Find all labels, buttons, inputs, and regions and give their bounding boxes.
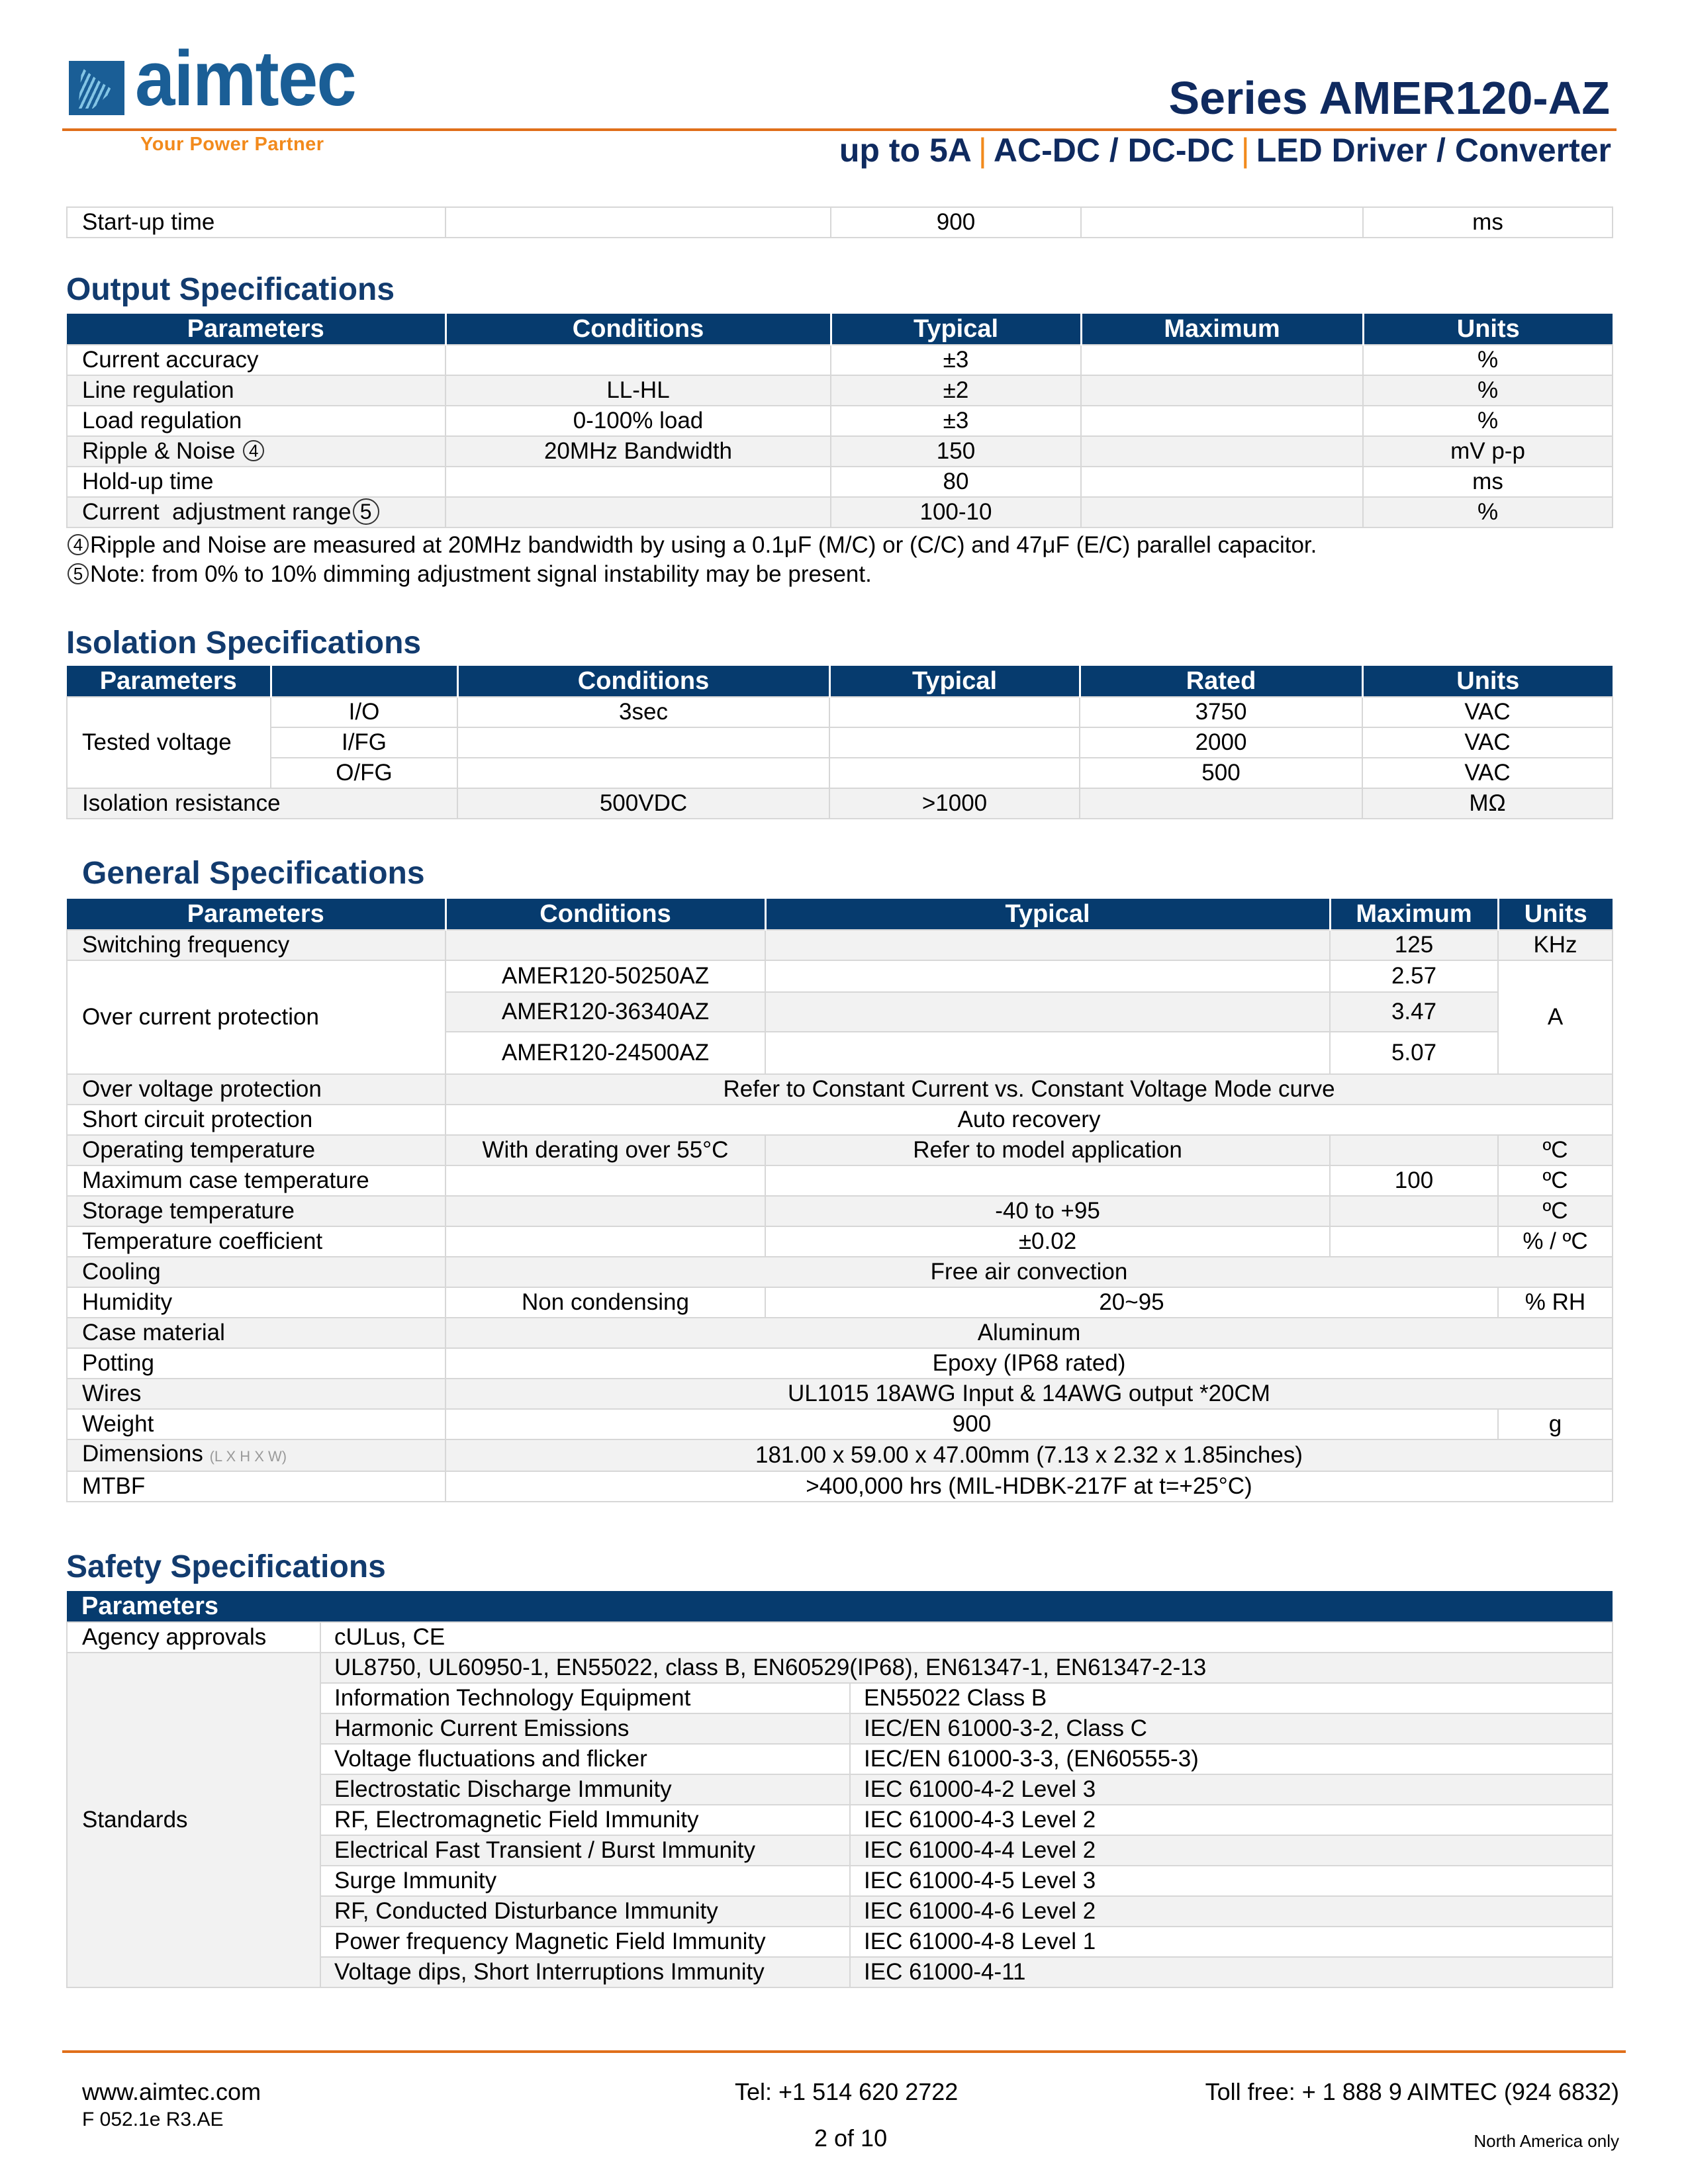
- section-title-output: Output Specifications: [66, 272, 395, 307]
- standard-name-cell: RF, Conducted Disturbance Immunity: [320, 1896, 850, 1927]
- col-header-parameters: Parameters: [67, 314, 445, 345]
- dimension-order-hint: (L X H X W): [209, 1448, 287, 1465]
- param-cell: [67, 436, 445, 467]
- conditions-cell: [445, 497, 831, 527]
- typical-cell: ±3: [831, 345, 1081, 375]
- units-cell: %: [1363, 406, 1613, 436]
- subtitle-separator: |: [978, 132, 987, 169]
- col-header-units: Units: [1362, 666, 1613, 697]
- subtitle-type: AC-DC / DC-DC: [993, 132, 1235, 169]
- conditions-cell: [445, 1165, 765, 1196]
- param-label: Ripple & Noise: [82, 438, 236, 464]
- aimtec-logo-wordmark: aimtec: [135, 35, 355, 122]
- model-cell: AMER120-50250AZ: [445, 960, 765, 992]
- units-cell: %: [1363, 375, 1613, 406]
- col-header-parameters: Parameters: [67, 899, 445, 930]
- units-cell: %: [1363, 345, 1613, 375]
- units-cell: KHz: [1498, 930, 1613, 960]
- aimtec-logo-mark-icon: [69, 61, 124, 115]
- table-row: [67, 1622, 1613, 1653]
- param-cell: Line regulation: [67, 375, 445, 406]
- table-row: [67, 1379, 1613, 1409]
- table-header-row: [67, 1591, 1613, 1622]
- maximum-cell: 2.57: [1330, 960, 1498, 992]
- conditions-cell: [457, 727, 829, 758]
- param-cell: Tested voltage: [67, 697, 271, 788]
- param-cell: Short circuit protection: [67, 1105, 445, 1135]
- param-cell: Load regulation: [67, 406, 445, 436]
- general-spec-table: [66, 899, 1613, 1502]
- typical-cell: [829, 727, 1080, 758]
- param-cell: Cooling: [67, 1257, 445, 1287]
- conditions-cell: [445, 207, 831, 238]
- footer-divider: [62, 2050, 1626, 2053]
- subtitle-current: up to 5A: [839, 132, 972, 169]
- standard-name-cell: Information Technology Equipment: [320, 1683, 850, 1713]
- table-header-row: [67, 666, 1613, 697]
- col-header-maximum: Maximum: [1081, 314, 1363, 345]
- rated-cell: 500: [1080, 758, 1362, 788]
- footnote-5-marker-icon: 5: [353, 498, 379, 525]
- param-cell: Weight: [67, 1409, 445, 1439]
- value-cell: Free air convection: [445, 1257, 1613, 1287]
- col-header-maximum: Maximum: [1330, 899, 1498, 930]
- conditions-cell: [457, 758, 829, 788]
- param-cell: Case material: [67, 1318, 445, 1348]
- typical-cell: [765, 960, 1330, 992]
- standard-name-cell: Surge Immunity: [320, 1866, 850, 1896]
- conditions-cell: With derating over 55°C: [445, 1135, 765, 1165]
- maximum-cell: [1081, 467, 1363, 497]
- units-cell: VAC: [1362, 758, 1613, 788]
- rated-cell: [1080, 788, 1362, 819]
- conditions-cell: 500VDC: [457, 788, 829, 819]
- typical-cell: [765, 930, 1330, 960]
- maximum-cell: [1330, 1196, 1498, 1226]
- table-row: [67, 345, 1613, 375]
- typical-cell: [829, 758, 1080, 788]
- conditions-cell: 3sec: [457, 697, 829, 727]
- typical-cell: ±0.02: [765, 1226, 1330, 1257]
- units-cell: VAC: [1362, 697, 1613, 727]
- units-cell: mV p-p: [1363, 436, 1613, 467]
- table-row: [67, 788, 1613, 819]
- typical-cell: [765, 1165, 1330, 1196]
- units-cell: ºC: [1498, 1196, 1613, 1226]
- typical-cell: [765, 992, 1330, 1032]
- maximum-cell: 5.07: [1330, 1032, 1498, 1074]
- table-row: [67, 727, 1613, 758]
- units-cell: ºC: [1498, 1165, 1613, 1196]
- table-row: [67, 1439, 1613, 1471]
- standard-name-cell: Electrical Fast Transient / Burst Immunity: [320, 1835, 850, 1866]
- typical-cell: ±2: [831, 375, 1081, 406]
- standard-name-cell: Harmonic Current Emissions: [320, 1713, 850, 1744]
- typical-cell: 80: [831, 467, 1081, 497]
- standard-ref-cell: IEC/EN 61000-3-3, (EN60555-3): [850, 1744, 1613, 1774]
- units-cell: ms: [1363, 207, 1613, 238]
- value-cell: cULus, CE: [320, 1622, 1613, 1653]
- units-cell: A: [1498, 960, 1613, 1074]
- standard-ref-cell: IEC 61000-4-6 Level 2: [850, 1896, 1613, 1927]
- maximum-cell: [1081, 497, 1363, 527]
- output-spec-table: [66, 314, 1613, 528]
- typical-cell: [829, 697, 1080, 727]
- maximum-cell: [1081, 375, 1363, 406]
- table-row: [67, 930, 1613, 960]
- table-row: [67, 1318, 1613, 1348]
- param-cell: Wires: [67, 1379, 445, 1409]
- maximum-cell: [1330, 1135, 1498, 1165]
- standard-name-cell: RF, Electromagnetic Field Immunity: [320, 1805, 850, 1835]
- col-header-parameters: Parameters: [67, 1591, 1613, 1622]
- standard-name-cell: Electrostatic Discharge Immunity: [320, 1774, 850, 1805]
- typical-cell: Refer to model application: [765, 1135, 1330, 1165]
- value-cell: Auto recovery: [445, 1105, 1613, 1135]
- footnote-4: [66, 532, 1317, 559]
- param-cell: MTBF: [67, 1471, 445, 1502]
- standard-ref-cell: IEC 61000-4-8 Level 1: [850, 1927, 1613, 1957]
- table-header-row: [67, 899, 1613, 930]
- units-cell: %: [1363, 497, 1613, 527]
- units-cell: VAC: [1362, 727, 1613, 758]
- table-row: [67, 1226, 1613, 1257]
- typical-cell: 100-10: [831, 497, 1081, 527]
- maximum-cell: [1330, 1226, 1498, 1257]
- maximum-cell: 100: [1330, 1165, 1498, 1196]
- param-cell: Potting: [67, 1348, 445, 1379]
- maximum-cell: [1081, 406, 1363, 436]
- standard-ref-cell: EN55022 Class B: [850, 1683, 1613, 1713]
- table-row: [67, 497, 1613, 527]
- table-row: [67, 1409, 1613, 1439]
- footer-region-note: North America only: [1474, 2131, 1619, 2151]
- col-header-conditions: Conditions: [445, 314, 831, 345]
- table-row: [67, 1348, 1613, 1379]
- param-cell: Hold-up time: [67, 467, 445, 497]
- col-header-sub: [271, 666, 457, 697]
- param-cell: Standards: [67, 1653, 320, 1987]
- units-cell: % RH: [1498, 1287, 1613, 1318]
- col-header-rated: Rated: [1080, 666, 1362, 697]
- input-spec-continuation-table: [66, 206, 1613, 238]
- footnote-5: [66, 561, 872, 588]
- footer-website-link[interactable]: www.aimtec.com: [82, 2078, 261, 2105]
- typical-cell: [765, 1032, 1330, 1074]
- param-cell: [67, 1439, 445, 1471]
- table-row: [67, 1165, 1613, 1196]
- standard-ref-cell: IEC 61000-4-5 Level 3: [850, 1866, 1613, 1896]
- conditions-cell: LL-HL: [445, 375, 831, 406]
- typical-cell: >1000: [829, 788, 1080, 819]
- param-cell: Agency approvals: [67, 1622, 320, 1653]
- param-cell: Humidity: [67, 1287, 445, 1318]
- maximum-cell: [1081, 207, 1363, 238]
- table-row: [67, 1287, 1613, 1318]
- sub-cell: I/O: [271, 697, 457, 727]
- section-title-safety: Safety Specifications: [66, 1549, 386, 1584]
- footer-telephone: Tel: +1 514 620 2722: [735, 2078, 959, 2105]
- table-row: [67, 375, 1613, 406]
- brand-tagline: Your Power Partner: [140, 134, 324, 155]
- standard-name-cell: Voltage dips, Short Interruptions Immunity: [320, 1957, 850, 1987]
- table-row: [67, 1105, 1613, 1135]
- rated-cell: 3750: [1080, 697, 1362, 727]
- units-cell: ms: [1363, 467, 1613, 497]
- footnote-4-marker-icon: 4: [68, 534, 89, 555]
- units-cell: % / ºC: [1498, 1226, 1613, 1257]
- typical-cell: -40 to +95: [765, 1196, 1330, 1226]
- table-row: [67, 1135, 1613, 1165]
- value-cell: UL8750, UL60950-1, EN55022, class B, EN60529(IP68), EN61347-1, EN61347-2-13: [320, 1653, 1613, 1683]
- value-cell: Epoxy (IP68 rated): [445, 1348, 1613, 1379]
- sub-cell: O/FG: [271, 758, 457, 788]
- maximum-cell: [1081, 345, 1363, 375]
- value-cell: >400,000 hrs (MIL-HDBK-217F at t=+25°C): [445, 1471, 1613, 1502]
- subtitle-separator: |: [1241, 132, 1250, 169]
- standard-ref-cell: IEC 61000-4-3 Level 2: [850, 1805, 1613, 1835]
- conditions-cell: [445, 1196, 765, 1226]
- table-row: [67, 1196, 1613, 1226]
- standard-ref-cell: IEC 61000-4-2 Level 3: [850, 1774, 1613, 1805]
- col-header-units: Units: [1498, 899, 1613, 930]
- table-row: [67, 1257, 1613, 1287]
- col-header-parameters: Parameters: [67, 666, 271, 697]
- footnote-text: Note: from 0% to 10% dimming adjustment signal instability may be present.: [90, 561, 872, 587]
- table-row: [67, 1653, 1613, 1683]
- param-cell: Operating temperature: [67, 1135, 445, 1165]
- subtitle-function: LED Driver / Converter: [1256, 132, 1611, 169]
- param-cell: Over current protection: [67, 960, 445, 1074]
- param-cell: Current accuracy: [67, 345, 445, 375]
- param-cell: Over voltage protection: [67, 1074, 445, 1105]
- standard-ref-cell: IEC 61000-4-11: [850, 1957, 1613, 1987]
- series-title: Series AMER120-AZ: [1168, 72, 1610, 124]
- isolation-spec-table: [66, 666, 1613, 819]
- param-cell: Storage temperature: [67, 1196, 445, 1226]
- maximum-cell: 125: [1330, 930, 1498, 960]
- typical-cell: 150: [831, 436, 1081, 467]
- sub-cell: I/FG: [271, 727, 457, 758]
- col-header-conditions: Conditions: [445, 899, 765, 930]
- footer-form-code: F 052.1e R3.AE: [82, 2109, 224, 2130]
- standard-name-cell: Voltage fluctuations and flicker: [320, 1744, 850, 1774]
- footnote-5-marker-icon: 5: [68, 563, 89, 584]
- footnote-4-marker-icon: 4: [243, 440, 264, 461]
- product-subtitle: [839, 131, 1611, 169]
- footnote-text: Ripple and Noise are measured at 20MHz bandwidth by using a 0.1μF (M/C) or (C/C) and 47μF (E/C) parallel capacitor.: [90, 532, 1317, 558]
- table-row: [67, 467, 1613, 497]
- table-header-row: [67, 314, 1613, 345]
- standard-ref-cell: IEC 61000-4-4 Level 2: [850, 1835, 1613, 1866]
- conditions-cell: 20MHz Bandwidth: [445, 436, 831, 467]
- param-label: Current adjustment range: [82, 499, 352, 525]
- param-cell: Maximum case temperature: [67, 1165, 445, 1196]
- table-row: [67, 960, 1613, 992]
- table-row: [67, 697, 1613, 727]
- param-cell: Start-up time: [67, 207, 445, 238]
- standard-ref-cell: IEC/EN 61000-3-2, Class C: [850, 1713, 1613, 1744]
- page-number: 2 of 10: [814, 2124, 888, 2152]
- conditions-cell: [445, 1226, 765, 1257]
- param-cell: Isolation resistance: [67, 788, 457, 819]
- units-cell: ºC: [1498, 1135, 1613, 1165]
- conditions-cell: 0-100% load: [445, 406, 831, 436]
- value-cell: 900: [445, 1409, 1498, 1439]
- conditions-cell: [445, 467, 831, 497]
- standard-name-cell: Power frequency Magnetic Field Immunity: [320, 1927, 850, 1957]
- conditions-cell: [445, 930, 765, 960]
- typical-cell: 20~95: [765, 1287, 1498, 1318]
- col-header-typical: Typical: [829, 666, 1080, 697]
- rated-cell: 2000: [1080, 727, 1362, 758]
- table-row: [67, 1471, 1613, 1502]
- safety-spec-table: [66, 1591, 1613, 1988]
- model-cell: AMER120-24500AZ: [445, 1032, 765, 1074]
- table-row: [67, 207, 1613, 238]
- units-cell: MΩ: [1362, 788, 1613, 819]
- value-cell: Aluminum: [445, 1318, 1613, 1348]
- col-header-typical: Typical: [765, 899, 1330, 930]
- conditions-cell: Non condensing: [445, 1287, 765, 1318]
- param-cell: Switching frequency: [67, 930, 445, 960]
- maximum-cell: 3.47: [1330, 992, 1498, 1032]
- section-title-general: General Specifications: [82, 856, 425, 891]
- typical-cell: ±3: [831, 406, 1081, 436]
- table-row: [67, 406, 1613, 436]
- col-header-typical: Typical: [831, 314, 1081, 345]
- table-row: [67, 436, 1613, 467]
- col-header-units: Units: [1363, 314, 1613, 345]
- model-cell: AMER120-36340AZ: [445, 992, 765, 1032]
- param-label: Dimensions: [82, 1441, 203, 1467]
- value-cell: UL1015 18AWG Input & 14AWG output *20CM: [445, 1379, 1613, 1409]
- value-cell: 181.00 x 59.00 x 47.00mm (7.13 x 2.32 x 1.85inches): [445, 1439, 1613, 1471]
- table-row: [67, 1074, 1613, 1105]
- table-row: [67, 758, 1613, 788]
- param-cell: [67, 497, 445, 527]
- col-header-conditions: Conditions: [457, 666, 829, 697]
- section-title-isolation: Isolation Specifications: [66, 625, 422, 660]
- conditions-cell: [445, 345, 831, 375]
- maximum-cell: [1081, 436, 1363, 467]
- value-cell: Refer to Constant Current vs. Constant Voltage Mode curve: [445, 1074, 1613, 1105]
- typical-cell: 900: [831, 207, 1081, 238]
- units-cell: g: [1498, 1409, 1613, 1439]
- footer-toll-free: Toll free: + 1 888 9 AIMTEC (924 6832): [1205, 2078, 1619, 2105]
- param-cell: Temperature coefficient: [67, 1226, 445, 1257]
